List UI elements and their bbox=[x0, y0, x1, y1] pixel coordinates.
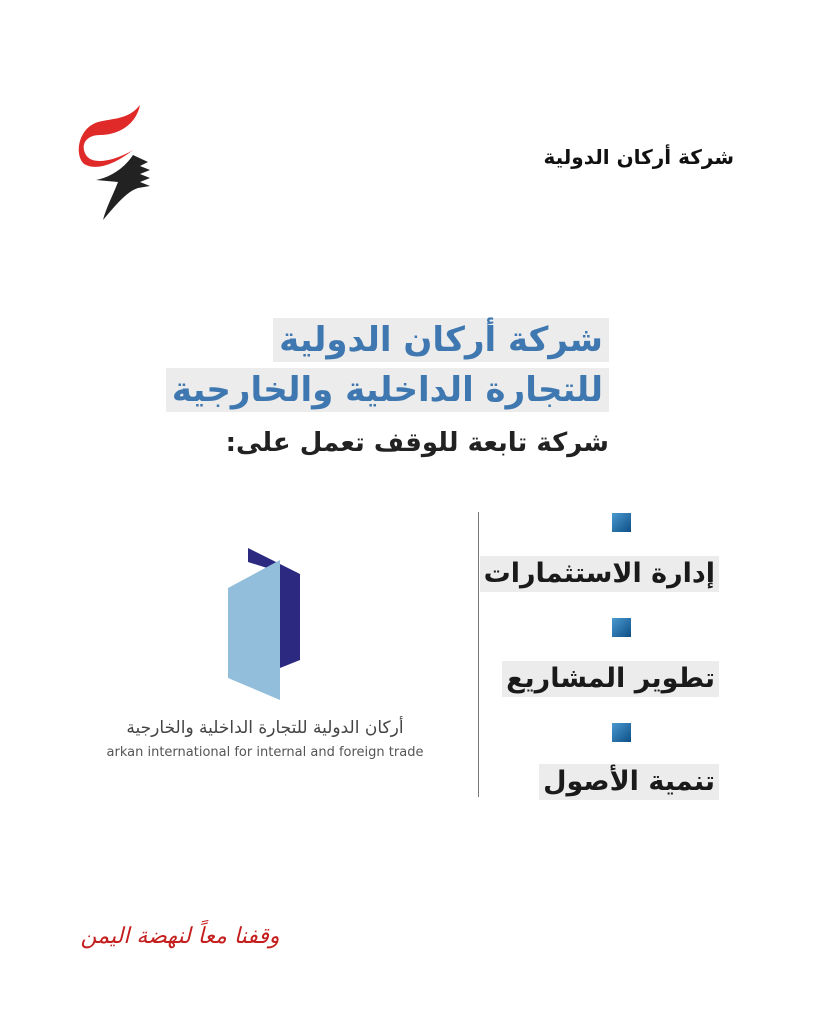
company-name-header: شركة أركان الدولية bbox=[543, 145, 734, 169]
headline-line-1: شركة أركان الدولية bbox=[273, 318, 609, 362]
service-item: تنمية الأصول bbox=[539, 764, 719, 800]
service-item: تطوير المشاريع bbox=[502, 661, 719, 697]
logo-arabic-name: أركان الدولية للتجارة الداخلية والخارجية bbox=[126, 718, 404, 738]
waqf-logo-icon bbox=[78, 100, 153, 225]
service-item: إدارة الاستثمارات bbox=[480, 556, 719, 592]
bullet-square-icon bbox=[612, 513, 631, 532]
logo-english-name: arkan international for internal and foreign trade bbox=[106, 745, 424, 760]
headline-line-2: للتجارة الداخلية والخارجية bbox=[166, 368, 609, 412]
subheadline: شركة تابعة للوقف تعمل على: bbox=[225, 428, 609, 458]
arkan-logo-icon bbox=[228, 548, 302, 700]
vertical-divider bbox=[478, 512, 479, 797]
bullet-square-icon bbox=[612, 618, 631, 637]
bullet-square-icon bbox=[612, 723, 631, 742]
slogan-calligraphy: وقفنا معاً لنهضة اليمن bbox=[80, 924, 280, 949]
